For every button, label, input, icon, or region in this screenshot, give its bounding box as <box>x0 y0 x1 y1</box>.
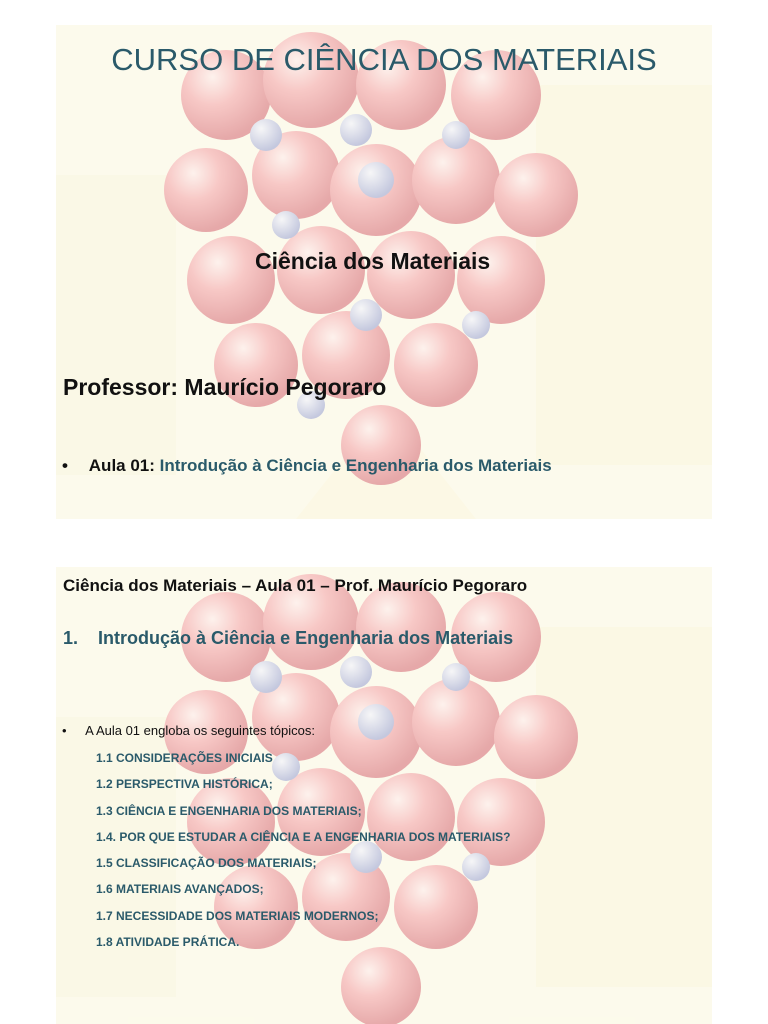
slide-header: Ciência dos Materiais – Aula 01 – Prof. Maurício Pegoraro <box>63 576 528 595</box>
professor-name: Professor: Maurício Pegoraro <box>63 374 387 400</box>
lesson-label: Aula 01: <box>88 456 160 475</box>
topic-item: 1.7 NECESSIDADE DOS MATERIAIS MODERNOS; <box>96 909 379 923</box>
topic-item: 1.5 CLASSIFICAÇÃO DOS MATERIAIS; <box>96 856 317 870</box>
course-subtitle: Ciência dos Materiais <box>255 248 491 274</box>
course-title: CURSO DE CIÊNCIA DOS MATERIAIS <box>111 42 657 77</box>
intro-bullet-item <box>62 723 315 738</box>
bullet-icon: • <box>62 723 67 738</box>
section-title: Introdução à Ciência e Engenharia dos Materiais <box>98 628 514 648</box>
lesson-bullet-item <box>62 456 552 476</box>
topic-item: 1.3 CIÊNCIA E ENGENHARIA DOS MATERIAIS; <box>96 804 362 818</box>
topic-item: 1.2 PERSPECTIVA HISTÓRICA; <box>96 777 273 791</box>
topic-item: 1.4. POR QUE ESTUDAR A CIÊNCIA E A ENGENHARIA DOS MATERIAIS? <box>96 830 511 844</box>
section-heading <box>63 628 513 649</box>
topic-item: 1.6 MATERIAIS AVANÇADOS; <box>96 882 264 896</box>
topic-item: 1.1 CONSIDERAÇÕES INICIAIS <box>96 751 273 765</box>
lesson-topic: Introdução à Ciência e Engenharia dos Materiais <box>159 456 552 475</box>
slide-1 <box>56 25 712 519</box>
bullet-icon: • <box>62 456 68 475</box>
slide-2 <box>56 567 712 1024</box>
topic-item: 1.8 ATIVIDADE PRÁTICA. <box>96 935 240 949</box>
section-number: 1. <box>63 628 79 648</box>
intro-text: A Aula 01 engloba os seguintes tópicos: <box>85 723 315 738</box>
